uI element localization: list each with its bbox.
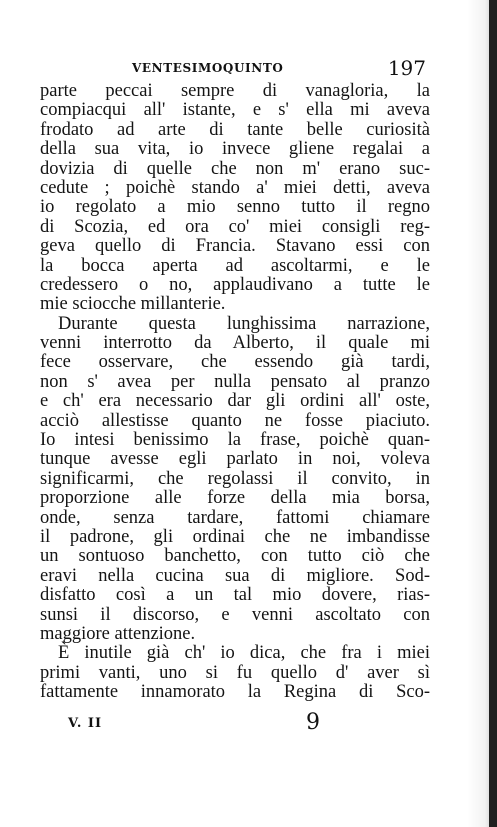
- text-line: parte peccai sempre di vanagloria, la: [40, 81, 430, 101]
- body-text: [40, 82, 430, 703]
- text-line: mie sciocche millanterie.: [40, 294, 226, 315]
- gathering-number: 9: [306, 710, 320, 735]
- text-line: Io intesi benissimo la frase, poichè quan-: [40, 430, 430, 451]
- running-head: VENTESIMOQUINTO: [132, 61, 284, 75]
- text-line: frodato ad arte di tante belle curiosità: [40, 119, 430, 140]
- text-line: e ch' era necessario dar gli ordini all' oste,: [40, 391, 430, 412]
- text-line: tunque avesse egli parlato in noi, voleva: [40, 449, 430, 470]
- text-line: cedute ; poichè stando a' miei detti, aveva: [40, 177, 430, 198]
- paragraph-first-line: È inutile già ch' io dica, che fra i miei: [58, 643, 430, 664]
- volume-signature: V. II: [68, 716, 103, 731]
- page-footer: [40, 712, 430, 738]
- text-line: acciò allestisse quanto ne fosse piaciuto.: [40, 410, 430, 431]
- text-line: di Scozia, ed ora co' miei consigli reg-: [40, 216, 430, 237]
- text-line: della sua vita, io invece gliene regalai a: [40, 139, 430, 160]
- text-line: eravi nella cucina sua di migliore. Sod-: [40, 565, 430, 586]
- text-line: sunsi il discorso, e venni ascoltato con: [40, 604, 430, 625]
- text-line: compiacqui all' istante, e s' ella mi aveva: [40, 100, 430, 121]
- page-header: [40, 58, 430, 80]
- text-line: onde, senza tardare, fattomi chiamare: [40, 507, 430, 528]
- text-line: disfatto così a un tal mio dovere, rias-: [40, 585, 430, 606]
- text-line: fattamente innamorato la Regina di Sco-: [40, 682, 430, 703]
- page-number: 197: [387, 56, 426, 80]
- paragraph-first-line: Durante questa lunghissima narrazione,: [58, 313, 430, 334]
- text-line: la bocca aperta ad ascoltarmi, e le: [40, 255, 430, 276]
- text-line: maggiore attenzione.: [40, 623, 196, 644]
- text-line: il padrone, gli ordinai che ne imbandisse: [40, 526, 430, 547]
- text-line: io regolato a mio senno tutto il regno: [40, 197, 430, 218]
- text-line: venni interrotto da Alberto, il quale mi: [40, 333, 430, 354]
- text-line: primi vanti, uno si fu quello d' aver sì: [40, 662, 430, 683]
- text-line: significarmi, che regolassi il convito, in: [40, 468, 430, 489]
- page-edge-binding: [489, 0, 497, 827]
- text-line: non s' avea per nulla pensato al pranzo: [40, 371, 430, 392]
- text-line: fece osservare, che essendo già tardi,: [40, 352, 430, 373]
- text-line: proporzione alle forze della mia borsa,: [40, 488, 430, 509]
- text-line: geva quello di Francia. Stavano essi con: [40, 236, 430, 257]
- text-line: credessero o no, applaudivano a tutte le: [40, 274, 430, 295]
- text-line: dovizia di quelle che non m' erano suc-: [40, 158, 430, 179]
- text-line: un sontuoso banchetto, con tutto ciò che: [40, 546, 430, 567]
